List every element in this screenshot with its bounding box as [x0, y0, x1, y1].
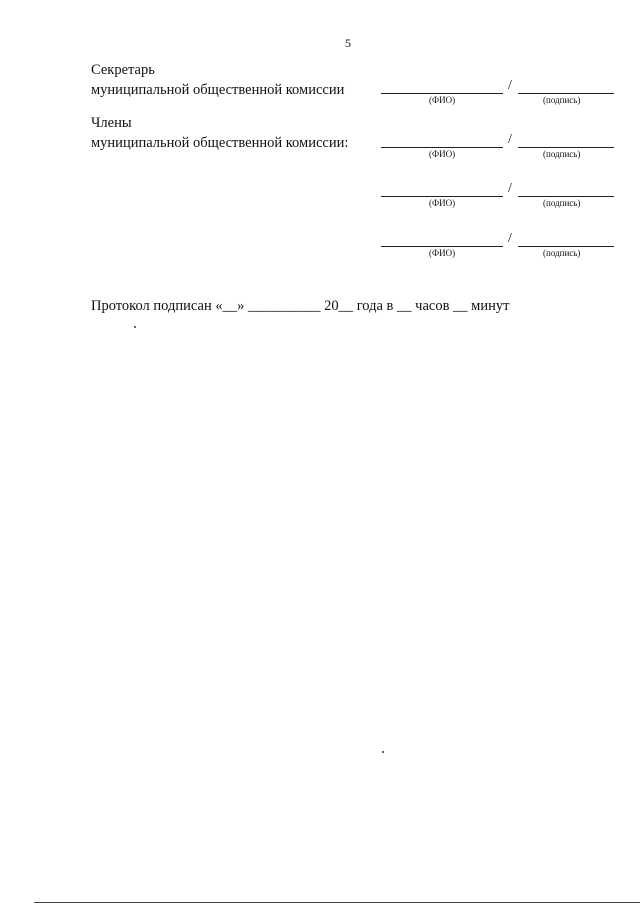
fio-blank	[381, 246, 503, 247]
secretary-subtitle: муниципальной общественной комиссии	[91, 82, 345, 98]
signature-caption: (подпись)	[543, 95, 581, 105]
fio-caption: (ФИО)	[429, 95, 456, 105]
fio-caption: (ФИО)	[429, 149, 456, 159]
fio-blank	[381, 147, 503, 148]
signature-blank	[518, 196, 614, 197]
separator-slash: /	[508, 78, 512, 93]
separator-slash: /	[508, 132, 512, 147]
signature-caption: (подпись)	[543, 149, 581, 159]
members-title: Члены	[91, 115, 132, 131]
fio-blank	[381, 93, 503, 94]
signature-caption: (подпись)	[543, 198, 581, 208]
signature-blank	[518, 147, 614, 148]
secretary-title: Секретарь	[91, 62, 155, 78]
fio-blank	[381, 196, 503, 197]
page-bottom-edge	[34, 902, 640, 903]
signature-blank	[518, 93, 614, 94]
signature-blank	[518, 246, 614, 247]
page-number: 5	[345, 36, 351, 50]
scan-speck	[382, 751, 384, 753]
separator-slash: /	[508, 231, 512, 246]
scan-speck	[134, 326, 136, 328]
separator-slash: /	[508, 181, 512, 196]
protocol-signed-line: Протокол подписан «__» __________ 20__ года в __ часов __ минут	[91, 298, 510, 314]
fio-caption: (ФИО)	[429, 248, 456, 258]
members-subtitle: муниципальной общественной комиссии:	[91, 135, 349, 151]
fio-caption: (ФИО)	[429, 198, 456, 208]
members-label	[91, 113, 348, 153]
secretary-label	[91, 60, 344, 100]
signature-caption: (подпись)	[543, 248, 581, 258]
